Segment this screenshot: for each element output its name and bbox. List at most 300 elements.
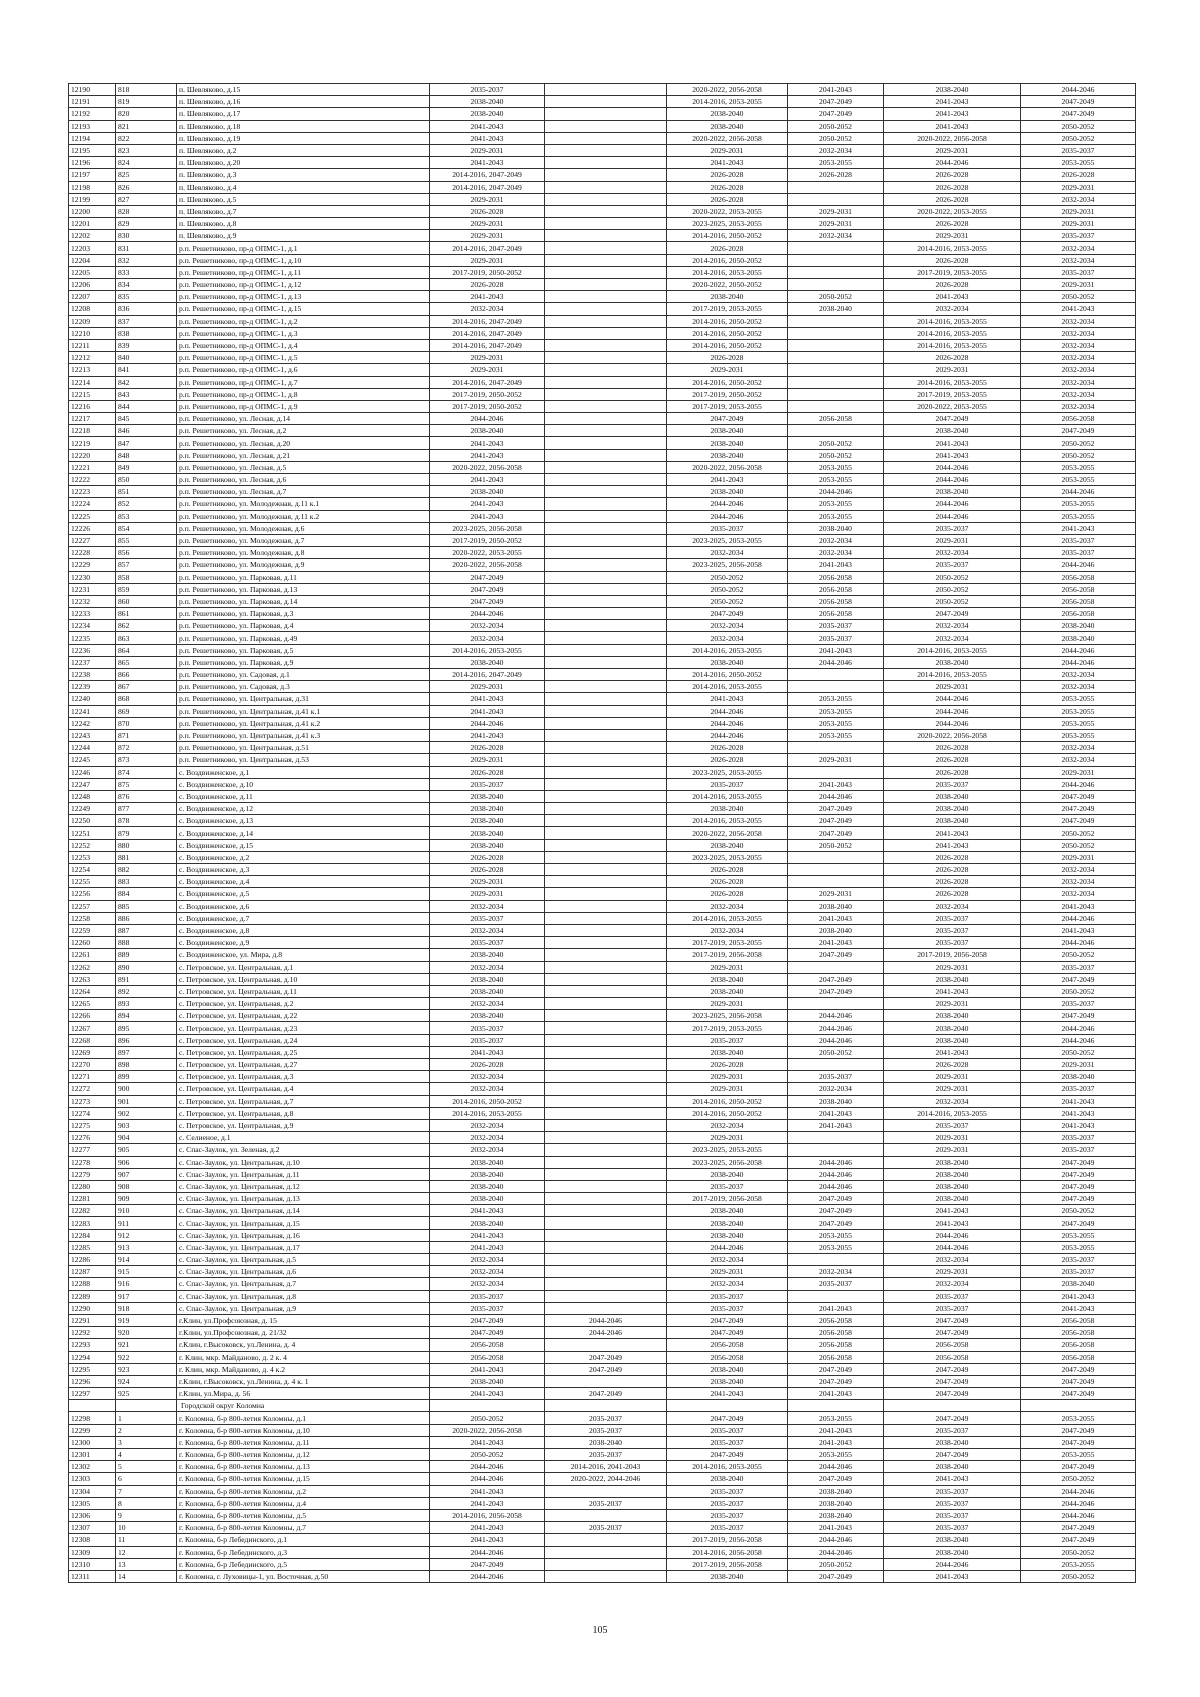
cell-period-4: 2038-2040 bbox=[788, 1509, 884, 1521]
cell-period-1: 2032-2034 bbox=[430, 1266, 545, 1278]
cell-period-3: 2014-2016, 2050-2052 bbox=[667, 339, 788, 351]
cell-period-4: 2044-2046 bbox=[788, 656, 884, 668]
cell-period-5: 2026-2028 bbox=[884, 193, 1021, 205]
cell-period-2 bbox=[545, 96, 667, 108]
cell-period-5: 2029-2031 bbox=[884, 144, 1021, 156]
cell-period-2 bbox=[545, 1375, 667, 1387]
cell-record-id: 12252 bbox=[69, 839, 116, 851]
cell-period-2 bbox=[545, 949, 667, 961]
cell-period-4: 2044-2046 bbox=[788, 1022, 884, 1034]
cell-period-2 bbox=[545, 900, 667, 912]
cell-seq-no: 5 bbox=[116, 1461, 177, 1473]
cell-address: с. Петровское, ул. Центральная, д.3 bbox=[177, 1071, 430, 1083]
table-row bbox=[69, 449, 1136, 461]
cell-period-6: 2032-2034 bbox=[1021, 864, 1136, 876]
table-row bbox=[69, 413, 1136, 425]
cell-period-3: 2014-2016, 2050-2052 bbox=[667, 669, 788, 681]
cell-period-5: 2032-2034 bbox=[884, 1278, 1021, 1290]
cell-period-2 bbox=[545, 1266, 667, 1278]
cell-period-4: 2035-2037 bbox=[788, 1071, 884, 1083]
cell-address: г. Клин, мкр. Майданово, д. 2 к. 4 bbox=[177, 1351, 430, 1363]
cell-seq-no: 906 bbox=[116, 1156, 177, 1168]
table-row bbox=[69, 693, 1136, 705]
cell-record-id: 12285 bbox=[69, 1241, 116, 1253]
cell-period-5: 2035-2037 bbox=[884, 924, 1021, 936]
cell-period-2 bbox=[545, 1558, 667, 1570]
table-row bbox=[69, 242, 1136, 254]
cell-seq-no: 865 bbox=[116, 656, 177, 668]
cell-period-3: 2020-2022, 2056-2058 bbox=[667, 132, 788, 144]
cell-record-id: 12241 bbox=[69, 705, 116, 717]
cell-address: р.п. Решетниково, пр-д ОПМС-1, д.10 bbox=[177, 254, 430, 266]
cell-address: с. Воздвиженское, д.5 bbox=[177, 888, 430, 900]
cell-period-2 bbox=[545, 985, 667, 997]
table-row bbox=[69, 1522, 1136, 1534]
cell-period-5: 2038-2040 bbox=[884, 84, 1021, 96]
cell-period-3: 2014-2016, 2053-2055 bbox=[667, 266, 788, 278]
cell-record-id: 12222 bbox=[69, 474, 116, 486]
cell-period-5: 2047-2049 bbox=[884, 413, 1021, 425]
cell-period-3: 2038-2040 bbox=[667, 1363, 788, 1375]
cell-address: р.п. Решетниково, ул. Молодежная, д.7 bbox=[177, 534, 430, 546]
table-row bbox=[69, 559, 1136, 571]
cell-period-4 bbox=[788, 193, 884, 205]
cell-seq-no: 922 bbox=[116, 1351, 177, 1363]
table-row bbox=[69, 388, 1136, 400]
cell-period-1: 2041-2043 bbox=[430, 120, 545, 132]
table-row bbox=[69, 1412, 1136, 1424]
cell-period-2 bbox=[545, 1254, 667, 1266]
cell-period-1: 2014-2016, 2047-2049 bbox=[430, 376, 545, 388]
cell-period-4: 2044-2046 bbox=[788, 486, 884, 498]
cell-period-4: 2044-2046 bbox=[788, 1534, 884, 1546]
cell-record-id: 12210 bbox=[69, 327, 116, 339]
cell-period-5: 2047-2049 bbox=[884, 1327, 1021, 1339]
cell-period-2 bbox=[545, 1290, 667, 1302]
cell-period-3: 2047-2049 bbox=[667, 1314, 788, 1326]
cell-period-1: 2035-2037 bbox=[430, 1034, 545, 1046]
cell-record-id: 12308 bbox=[69, 1534, 116, 1546]
cell-address: р.п. Решетниково, ул. Парковая, д.5 bbox=[177, 644, 430, 656]
cell-period-6: 2032-2034 bbox=[1021, 364, 1136, 376]
cell-period-3: 2026-2028 bbox=[667, 193, 788, 205]
cell-period-1: 2032-2034 bbox=[430, 1083, 545, 1095]
cell-seq-no: 904 bbox=[116, 1132, 177, 1144]
cell-period-3: 2029-2031 bbox=[667, 1071, 788, 1083]
cell-period-2 bbox=[545, 705, 667, 717]
cell-address: г. Коломна, б-р 800-летия Коломны, д.7 bbox=[177, 1522, 430, 1534]
cell-record-id: 12294 bbox=[69, 1351, 116, 1363]
cell-record-id: 12238 bbox=[69, 669, 116, 681]
cell-period-2 bbox=[545, 327, 667, 339]
cell-period-1: 2047-2049 bbox=[430, 1558, 545, 1570]
cell-address: р.п. Решетниково, ул. Молодежная, д.9 bbox=[177, 559, 430, 571]
table-row bbox=[69, 864, 1136, 876]
cell-period-3: 2038-2040 bbox=[667, 656, 788, 668]
cell-record-id: 12297 bbox=[69, 1388, 116, 1400]
cell-period-5: 2044-2046 bbox=[884, 717, 1021, 729]
table-row bbox=[69, 218, 1136, 230]
cell-seq-no: 830 bbox=[116, 230, 177, 242]
cell-seq-no: 819 bbox=[116, 96, 177, 108]
cell-period-1: 2038-2040 bbox=[430, 985, 545, 997]
cell-period-1: 2014-2016, 2047-2049 bbox=[430, 669, 545, 681]
cell-seq-no: 863 bbox=[116, 632, 177, 644]
cell-period-4: 2044-2046 bbox=[788, 790, 884, 802]
cell-period-2 bbox=[545, 1205, 667, 1217]
cell-period-5: 2029-2031 bbox=[884, 1266, 1021, 1278]
cell-period-2 bbox=[545, 364, 667, 376]
table-row bbox=[69, 181, 1136, 193]
cell-seq-no: 891 bbox=[116, 973, 177, 985]
cell-record-id: 12264 bbox=[69, 985, 116, 997]
cell-seq-no: 843 bbox=[116, 388, 177, 400]
cell-period-6: 2044-2046 bbox=[1021, 778, 1136, 790]
cell-record-id: 12284 bbox=[69, 1229, 116, 1241]
cell-period-2 bbox=[545, 998, 667, 1010]
cell-period-4 bbox=[788, 242, 884, 254]
cell-record-id: 12226 bbox=[69, 522, 116, 534]
cell-period-4: 2038-2040 bbox=[788, 1497, 884, 1509]
cell-period-1: 2047-2049 bbox=[430, 583, 545, 595]
cell-record-id: 12306 bbox=[69, 1509, 116, 1521]
cell-period-1: 2026-2028 bbox=[430, 864, 545, 876]
cell-period-3: 2023-2025, 2053-2055 bbox=[667, 534, 788, 546]
cell-seq-no: 855 bbox=[116, 534, 177, 546]
cell-period-1: 2038-2040 bbox=[430, 656, 545, 668]
cell-period-1: 2050-2052 bbox=[430, 1449, 545, 1461]
cell-period-1: 2044-2046 bbox=[430, 1473, 545, 1485]
cell-seq-no: 911 bbox=[116, 1217, 177, 1229]
cell-record-id: 12305 bbox=[69, 1497, 116, 1509]
cell-period-2: 2047-2049 bbox=[545, 1388, 667, 1400]
cell-period-2 bbox=[545, 437, 667, 449]
cell-period-4 bbox=[788, 279, 884, 291]
cell-period-3: 2026-2028 bbox=[667, 754, 788, 766]
cell-period-1: 2041-2043 bbox=[430, 729, 545, 741]
cell-address: р.п. Решетниково, пр-д ОПМС-1, д.15 bbox=[177, 303, 430, 315]
cell-period-5: 2038-2040 bbox=[884, 803, 1021, 815]
cell-period-1: 2035-2037 bbox=[430, 937, 545, 949]
cell-period-6: 2056-2058 bbox=[1021, 1339, 1136, 1351]
cell-period-1: 2041-2043 bbox=[430, 705, 545, 717]
cell-period-2 bbox=[545, 425, 667, 437]
cell-seq-no: 820 bbox=[116, 108, 177, 120]
cell-period-4: 2050-2052 bbox=[788, 120, 884, 132]
cell-period-3: 2038-2040 bbox=[667, 425, 788, 437]
table-body-kolomna bbox=[69, 1412, 1136, 1583]
cell-period-5: 2047-2049 bbox=[884, 1314, 1021, 1326]
table-row bbox=[69, 1363, 1136, 1375]
cell-period-6: 2053-2055 bbox=[1021, 1558, 1136, 1570]
cell-period-6: 2041-2043 bbox=[1021, 1119, 1136, 1131]
table-row bbox=[69, 84, 1136, 96]
table-row bbox=[69, 1485, 1136, 1497]
cell-record-id: 12204 bbox=[69, 254, 116, 266]
cell-record-id: 12255 bbox=[69, 876, 116, 888]
cell-period-6: 2047-2049 bbox=[1021, 1193, 1136, 1205]
cell-period-6: 2044-2046 bbox=[1021, 559, 1136, 571]
cell-period-3: 2035-2037 bbox=[667, 778, 788, 790]
cell-record-id: 12298 bbox=[69, 1412, 116, 1424]
cell-seq-no: 833 bbox=[116, 266, 177, 278]
cell-seq-no: 7 bbox=[116, 1485, 177, 1497]
cell-period-2 bbox=[545, 1339, 667, 1351]
cell-period-4: 2047-2049 bbox=[788, 827, 884, 839]
cell-period-3: 2035-2037 bbox=[667, 1034, 788, 1046]
cell-seq-no: 883 bbox=[116, 876, 177, 888]
table-row bbox=[69, 303, 1136, 315]
cell-seq-no: 874 bbox=[116, 766, 177, 778]
cell-period-3: 2038-2040 bbox=[667, 437, 788, 449]
cell-record-id: 12271 bbox=[69, 1071, 116, 1083]
cell-period-6: 2050-2052 bbox=[1021, 291, 1136, 303]
cell-record-id: 12214 bbox=[69, 376, 116, 388]
cell-period-3: 2038-2040 bbox=[667, 1570, 788, 1582]
cell-period-1: 2026-2028 bbox=[430, 205, 545, 217]
cell-seq-no: 868 bbox=[116, 693, 177, 705]
cell-address: р.п. Решетниково, ул. Лесная, д.14 bbox=[177, 413, 430, 425]
cell-address: р.п. Решетниково, пр-д ОПМС-1, д.11 bbox=[177, 266, 430, 278]
table-row bbox=[69, 1509, 1136, 1521]
cell-period-2 bbox=[545, 1144, 667, 1156]
cell-address: р.п. Решетниково, ул. Центральная, д.31 bbox=[177, 693, 430, 705]
cell-period-6: 2029-2031 bbox=[1021, 1059, 1136, 1071]
cell-record-id: 12300 bbox=[69, 1436, 116, 1448]
cell-period-3: 2038-2040 bbox=[667, 449, 788, 461]
cell-period-3: 2050-2052 bbox=[667, 595, 788, 607]
cell-period-1: 2026-2028 bbox=[430, 1059, 545, 1071]
cell-period-3: 2044-2046 bbox=[667, 705, 788, 717]
cell-address: р.п. Решетниково, ул. Парковая, д.13 bbox=[177, 583, 430, 595]
cell-period-6: 2032-2034 bbox=[1021, 242, 1136, 254]
cell-address: с. Спас-Заулок, ул. Центральная, д.12 bbox=[177, 1180, 430, 1192]
cell-address: р.п. Решетниково, ул. Парковая, д.14 bbox=[177, 595, 430, 607]
cell-seq-no: 866 bbox=[116, 669, 177, 681]
cell-period-1: 2041-2043 bbox=[430, 1436, 545, 1448]
cell-period-4: 2047-2049 bbox=[788, 1570, 884, 1582]
cell-period-2 bbox=[545, 218, 667, 230]
table-row bbox=[69, 705, 1136, 717]
cell-period-6: 2056-2058 bbox=[1021, 1314, 1136, 1326]
cell-record-id: 12278 bbox=[69, 1156, 116, 1168]
cell-period-4: 2041-2043 bbox=[788, 1107, 884, 1119]
cell-seq-no: 913 bbox=[116, 1241, 177, 1253]
cell-period-1: 2050-2052 bbox=[430, 1412, 545, 1424]
cell-period-6: 2050-2052 bbox=[1021, 985, 1136, 997]
cell-period-6: 2047-2049 bbox=[1021, 1424, 1136, 1436]
cell-period-2 bbox=[545, 547, 667, 559]
cell-period-2 bbox=[545, 864, 667, 876]
cell-period-1: 2035-2037 bbox=[430, 912, 545, 924]
cell-period-1: 2041-2043 bbox=[430, 157, 545, 169]
cell-record-id: 12302 bbox=[69, 1461, 116, 1473]
table-row bbox=[69, 827, 1136, 839]
cell-period-3: 2029-2031 bbox=[667, 998, 788, 1010]
table-row bbox=[69, 1534, 1136, 1546]
cell-period-1: 2014-2016, 2050-2052 bbox=[430, 1095, 545, 1107]
cell-record-id: 12263 bbox=[69, 973, 116, 985]
cell-record-id: 12281 bbox=[69, 1193, 116, 1205]
cell-period-3: 2017-2019, 2050-2052 bbox=[667, 388, 788, 400]
cell-address: п. Шевляково, д.8 bbox=[177, 218, 430, 230]
cell-address: п. Шевляково, д.20 bbox=[177, 157, 430, 169]
cell-address: с. Спас-Заулок, ул. Центральная, д.9 bbox=[177, 1302, 430, 1314]
cell-period-6: 2029-2031 bbox=[1021, 205, 1136, 217]
cell-period-4: 2050-2052 bbox=[788, 291, 884, 303]
cell-period-1: 2038-2040 bbox=[430, 1180, 545, 1192]
cell-seq-no: 861 bbox=[116, 608, 177, 620]
cell-period-1: 2041-2043 bbox=[430, 498, 545, 510]
cell-period-3: 2038-2040 bbox=[667, 1229, 788, 1241]
cell-period-4 bbox=[788, 669, 884, 681]
cell-address: р.п. Решетниково, ул. Парковая, д.11 bbox=[177, 571, 430, 583]
table-row bbox=[69, 279, 1136, 291]
cell-period-2 bbox=[545, 1278, 667, 1290]
cell-period-1: 2041-2043 bbox=[430, 1241, 545, 1253]
cell-period-6: 2035-2037 bbox=[1021, 1144, 1136, 1156]
cell-period-5: 2014-2016, 2053-2055 bbox=[884, 376, 1021, 388]
cell-seq-no: 882 bbox=[116, 864, 177, 876]
cell-period-1: 2014-2016, 2056-2058 bbox=[430, 1509, 545, 1521]
cell-record-id: 12219 bbox=[69, 437, 116, 449]
cell-period-5: 2014-2016, 2053-2055 bbox=[884, 315, 1021, 327]
cell-period-4: 2053-2055 bbox=[788, 705, 884, 717]
section-title: Городской округ Коломна bbox=[177, 1400, 430, 1412]
table-body-main bbox=[69, 84, 1136, 1400]
cell-period-2 bbox=[545, 851, 667, 863]
cell-address: с. Воздвиженское, д.1 bbox=[177, 766, 430, 778]
cell-address: г. Коломна, б-р 800-летия Коломны, д.10 bbox=[177, 1424, 430, 1436]
cell-record-id: 12289 bbox=[69, 1290, 116, 1302]
cell-period-2 bbox=[545, 132, 667, 144]
cell-seq-no: 842 bbox=[116, 376, 177, 388]
cell-period-1: 2041-2043 bbox=[430, 1534, 545, 1546]
cell-record-id: 12198 bbox=[69, 181, 116, 193]
cell-seq-no: 853 bbox=[116, 510, 177, 522]
table-row bbox=[69, 205, 1136, 217]
cell-period-1: 2041-2043 bbox=[430, 449, 545, 461]
cell-period-1: 2044-2046 bbox=[430, 1461, 545, 1473]
cell-record-id: 12200 bbox=[69, 205, 116, 217]
cell-record-id: 12195 bbox=[69, 144, 116, 156]
cell-seq-no: 888 bbox=[116, 937, 177, 949]
cell-seq-no: 829 bbox=[116, 218, 177, 230]
cell-period-5: 2044-2046 bbox=[884, 1558, 1021, 1570]
cell-period-6: 2044-2046 bbox=[1021, 1485, 1136, 1497]
cell-period-6: 2035-2037 bbox=[1021, 534, 1136, 546]
cell-period-3: 2038-2040 bbox=[667, 1168, 788, 1180]
table-row bbox=[69, 742, 1136, 754]
cell-period-5: 2029-2031 bbox=[884, 534, 1021, 546]
cell-period-3: 2035-2037 bbox=[667, 1180, 788, 1192]
cell-seq-no: 914 bbox=[116, 1254, 177, 1266]
cell-period-4: 2053-2055 bbox=[788, 1241, 884, 1253]
cell-record-id: 12303 bbox=[69, 1473, 116, 1485]
table-row bbox=[69, 1266, 1136, 1278]
cell-period-6: 2035-2037 bbox=[1021, 230, 1136, 242]
cell-address: п. Шевляково, д.5 bbox=[177, 193, 430, 205]
cell-record-id: 12240 bbox=[69, 693, 116, 705]
cell-period-2 bbox=[545, 461, 667, 473]
cell-address: с. Воздвиженское, д.13 bbox=[177, 815, 430, 827]
cell-period-4: 2044-2046 bbox=[788, 1010, 884, 1022]
cell-period-5: 2029-2031 bbox=[884, 230, 1021, 242]
cell-record-id: 12236 bbox=[69, 644, 116, 656]
cell-period-1: 2020-2022, 2056-2058 bbox=[430, 461, 545, 473]
cell-record-id: 12291 bbox=[69, 1314, 116, 1326]
cell-address: с. Спас-Заулок, ул. Центральная, д.6 bbox=[177, 1266, 430, 1278]
cell-period-3: 2014-2016, 2050-2052 bbox=[667, 376, 788, 388]
cell-period-5: 2014-2016, 2053-2055 bbox=[884, 1107, 1021, 1119]
cell-period-6: 2047-2049 bbox=[1021, 1156, 1136, 1168]
cell-seq-no: 886 bbox=[116, 912, 177, 924]
cell-period-6: 2044-2046 bbox=[1021, 1497, 1136, 1509]
cell-period-2 bbox=[545, 84, 667, 96]
cell-period-2 bbox=[545, 766, 667, 778]
cell-period-2 bbox=[545, 1132, 667, 1144]
cell-period-3: 2041-2043 bbox=[667, 1388, 788, 1400]
cell-record-id: 12218 bbox=[69, 425, 116, 437]
cell-period-3: 2044-2046 bbox=[667, 498, 788, 510]
table-row bbox=[69, 1473, 1136, 1485]
cell-period-3: 2029-2031 bbox=[667, 144, 788, 156]
cell-period-4: 2041-2043 bbox=[788, 559, 884, 571]
cell-address: с. Петровское, ул. Центральная, д.11 bbox=[177, 985, 430, 997]
cell-period-2 bbox=[545, 803, 667, 815]
cell-period-4: 2047-2049 bbox=[788, 985, 884, 997]
cell-period-5: 2041-2043 bbox=[884, 839, 1021, 851]
table-row bbox=[69, 1327, 1136, 1339]
cell-period-4: 2032-2034 bbox=[788, 230, 884, 242]
cell-period-6: 2047-2049 bbox=[1021, 815, 1136, 827]
table-row bbox=[69, 1034, 1136, 1046]
cell-seq-no: 910 bbox=[116, 1205, 177, 1217]
cell-period-5: 2026-2028 bbox=[884, 169, 1021, 181]
cell-period-5: 2038-2040 bbox=[884, 1461, 1021, 1473]
table-row bbox=[69, 1302, 1136, 1314]
cell-period-4: 2041-2043 bbox=[788, 1424, 884, 1436]
cell-period-1: 2041-2043 bbox=[430, 1497, 545, 1509]
cell-address: р.п. Решетниково, пр-д ОПМС-1, д.4 bbox=[177, 339, 430, 351]
cell-period-3: 2050-2052 bbox=[667, 583, 788, 595]
cell-record-id: 12310 bbox=[69, 1558, 116, 1570]
cell-period-2 bbox=[545, 108, 667, 120]
table-row bbox=[69, 1241, 1136, 1253]
section-row bbox=[69, 1400, 1136, 1412]
cell-period-5: 2056-2058 bbox=[884, 1339, 1021, 1351]
cell-period-4: 2041-2043 bbox=[788, 644, 884, 656]
cell-period-6: 2044-2046 bbox=[1021, 912, 1136, 924]
cell-period-2 bbox=[545, 839, 667, 851]
cell-period-6: 2047-2049 bbox=[1021, 1375, 1136, 1387]
table-row bbox=[69, 425, 1136, 437]
cell-period-4: 2032-2034 bbox=[788, 534, 884, 546]
cell-period-4: 2041-2043 bbox=[788, 1119, 884, 1131]
cell-period-6: 2050-2052 bbox=[1021, 132, 1136, 144]
cell-seq-no: 881 bbox=[116, 851, 177, 863]
cell-period-4: 2047-2049 bbox=[788, 1217, 884, 1229]
cell-record-id: 12295 bbox=[69, 1363, 116, 1375]
cell-period-2 bbox=[545, 742, 667, 754]
cell-period-6: 2041-2043 bbox=[1021, 1107, 1136, 1119]
cell-period-3: 2044-2046 bbox=[667, 1241, 788, 1253]
cell-period-4: 2047-2049 bbox=[788, 803, 884, 815]
cell-seq-no: 12 bbox=[116, 1546, 177, 1558]
cell-period-6: 2035-2037 bbox=[1021, 1132, 1136, 1144]
cell-address: р.п. Решетниково, ул. Лесная, д.20 bbox=[177, 437, 430, 449]
cell-period-2 bbox=[545, 1119, 667, 1131]
